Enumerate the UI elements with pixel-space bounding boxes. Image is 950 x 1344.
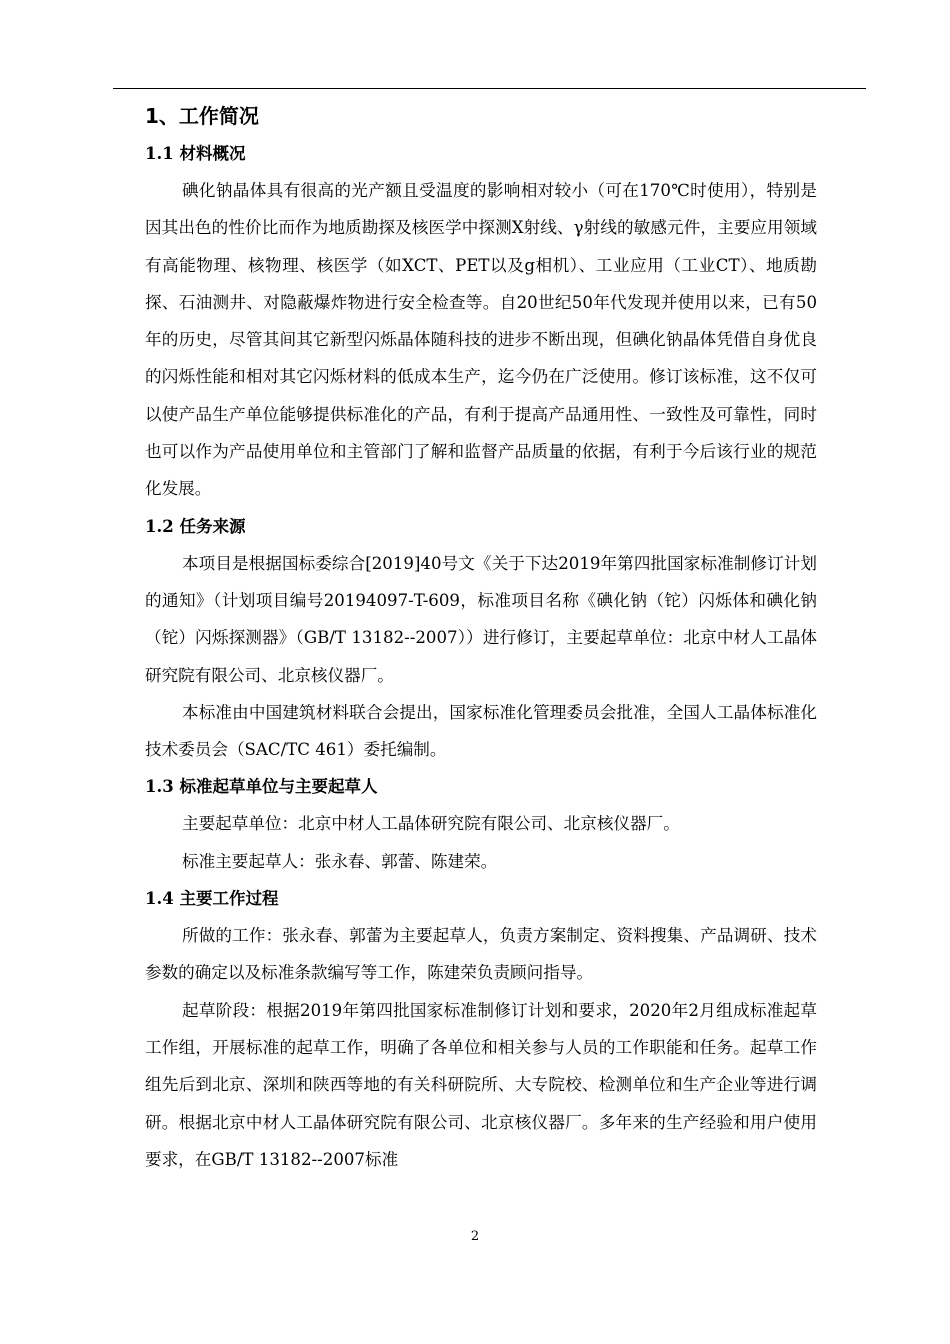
page-number: 2	[470, 1229, 480, 1244]
section-title: 1、工作简况	[145, 104, 259, 128]
subsection-title-1-2: 1.2 任务来源	[145, 516, 246, 536]
subsection-title-1-3: 1.3 标准起草单位与主要起草人	[145, 777, 378, 797]
paragraph-standard-proposer: 本标准由中国建筑材料联合会提出，国家标准化管理委员会批准，全国人工晶体标准化技术委员会（SAC/TC 461）委托编制。	[145, 702, 817, 760]
paragraph-work-done: 所做的工作：张永春、郭蕾为主要起草人，负责方案制定、资料搜集、产品调研、技术参数的确定以及标准条款编写等工作，陈建荣负责顾问指导。	[145, 926, 817, 983]
paragraph-drafting-units: 主要起草单位：北京中材人工晶体研究院有限公司、北京核仪器厂。	[182, 814, 680, 834]
page-content	[145, 98, 817, 1178]
paragraph-material-overview: 碘化钠晶体具有很高的光产额且受温度的影响相对较小（可在170℃时使用），特别是因其出色的性价比而作为地质勘探及核医学中探测X射线、γ射线的敏感元件，主要应用领域有高能物理、核物理、核医学（如XCT、PET以及g相机）、工业应用（工业CT）、地质勘探、石油测井、对隐蔽爆炸物进行安全检查等。自20世纪50年代发现并使用以来，已有50年的历史，尽管其间其它新型闪烁晶体随科技的进步不断出现，但碘化钠晶体凭借自身优良的闪烁性能和相对其它闪烁材料的低成本生产，迄今仍在广泛使用。修订该标准，这不仅可以使产品生产单位能够提供标准化的产品，有利于提高产品通用性、一致性及可靠性，同时也可以作为产品使用单位和主管部门了解和监督产品质量的依据，有利于今后该行业的规范化发展。	[145, 181, 817, 499]
paragraph-drafting-stage: 起草阶段：根据2019年第四批国家标准制修订计划和要求，2020年2月组成标准起草工作组，开展标准的起草工作，明确了各单位和相关参与人员的工作职能和任务。起草工作组先后到北京、深圳和陕西等地的有关科研院所、大专院校、检测单位和生产企业等进行调研。根据北京中材人工晶体研究院有限公司、北京核仪器厂。多年来的生产经验和用户使用要求，在GB/T 13182--2007标准	[145, 1000, 817, 1169]
paragraph-drafters: 标准主要起草人：张永春、郭蕾、陈建荣。	[182, 851, 498, 871]
subsection-title-1-1: 1.1 材料概况	[145, 144, 246, 163]
header-rule	[113, 88, 866, 89]
paragraph-task-source: 本项目是根据国标委综合[2019]40号文《关于下达2019年第四批国家标准制修订计划的通知》（计划项目编号20194097-T-609，标准项目名称《碘化钠（铊）闪烁体和碘化钠（铊）闪烁探测器》（GB/T 13182--2007））进行修订，主要起草单位：北京中材人工晶体研究院有限公司、北京核仪器厂。	[145, 553, 817, 685]
subsection-title-1-4: 1.4 主要工作过程	[145, 889, 279, 909]
